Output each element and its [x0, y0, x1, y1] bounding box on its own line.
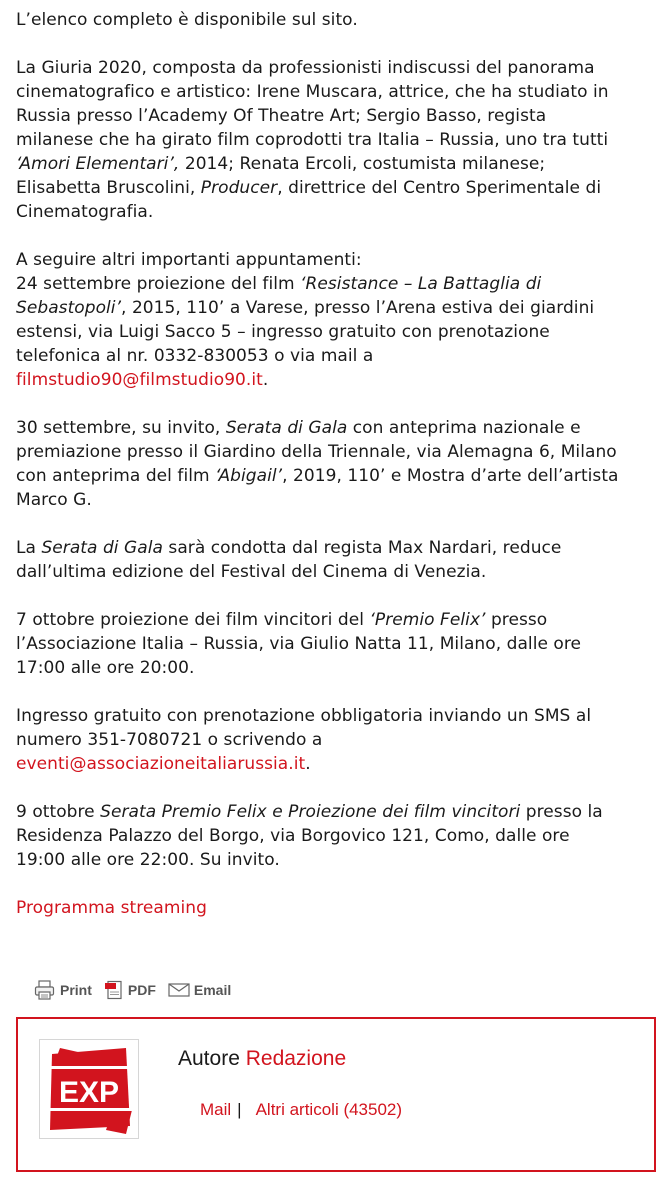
text: .	[262, 370, 269, 390]
separator: |	[237, 1100, 242, 1119]
text: 2014; Renata Ercoli, costumista milanese;	[179, 154, 546, 174]
author-mail-link[interactable]: Mail	[200, 1100, 232, 1119]
paragraph-line	[16, 536, 561, 560]
paragraph-line	[16, 368, 268, 392]
email-label: Email	[193, 982, 232, 998]
paragraph-line	[16, 896, 207, 920]
text: con anteprima del film	[16, 466, 216, 486]
film-title: ‘Amori Elementari’,	[16, 154, 180, 174]
paragraph-line: 17:00 alle ore 20:00.	[16, 658, 195, 678]
text: sarà condotta dal regista Max Nardari, reduce	[162, 538, 562, 558]
film-title: ‘Resistance – La Battaglia di	[300, 274, 542, 294]
author-articles-link[interactable]: Altri articoli (43502)	[255, 1100, 403, 1119]
paragraph-line: telefonica al nr. 0332-830053 o via mail a	[16, 346, 374, 366]
event-title: Serata di Gala	[225, 418, 348, 438]
text: presso la	[520, 802, 603, 822]
pdf-button[interactable]	[104, 980, 156, 1000]
paragraph-line: 19:00 alle ore 22:00. Su invito.	[16, 850, 280, 870]
paragraph-line	[16, 272, 541, 296]
event-title: Serata di Gala	[41, 538, 163, 558]
paragraph-line	[16, 464, 619, 488]
text: , 2015, 110’ a Varese, presso l’Arena estiva dei giardini	[121, 298, 595, 318]
prize-title: ‘Premio Felix’	[369, 610, 486, 630]
streaming-link[interactable]: Programma streaming	[16, 898, 207, 918]
author-links	[200, 1100, 402, 1120]
pdf-label: PDF	[127, 982, 156, 998]
text: con anteprima nazionale e	[347, 418, 581, 438]
email-button[interactable]	[168, 982, 231, 998]
text: , direttrice del Centro Sperimentale di	[277, 178, 602, 198]
paragraph-line: dall’ultima edizione del Festival del Cinema di Venezia.	[16, 562, 487, 582]
paragraph: L’elenco completo è disponibile sul sito.	[16, 10, 358, 30]
paragraph-line	[16, 416, 581, 440]
paragraph-line: Residenza Palazzo del Borgo, via Borgovico 121, Como, dalle ore	[16, 826, 570, 846]
author-box	[16, 1017, 656, 1172]
email-link[interactable]: eventi@associazioneitaliarussia.it	[16, 754, 306, 774]
film-title: ‘Abigail’	[215, 466, 283, 486]
author-name-link[interactable]: Redazione	[245, 1047, 347, 1070]
event-title: Serata Premio Felix e Proiezione dei film vincitori	[100, 802, 521, 822]
paragraph-line	[16, 176, 601, 200]
share-toolbar	[34, 978, 231, 1002]
paragraph-line: Marco G.	[16, 490, 92, 510]
text: 7 ottobre proiezione dei film vincitori del	[16, 610, 370, 630]
text: .	[305, 754, 311, 774]
text: , 2019, 110’ e Mostra d’arte dell’artista	[282, 466, 619, 486]
text: La	[16, 538, 42, 558]
text: Elisabetta Bruscolini,	[16, 178, 201, 198]
paragraph-line: Russia presso l’Academy Of Theatre Art; Sergio Basso, regista	[16, 106, 547, 126]
paragraph-line	[16, 800, 603, 824]
paragraph-line: l’Associazione Italia – Russia, via Giulio Natta 11, Milano, dalle ore	[16, 634, 582, 654]
printer-icon	[34, 980, 56, 1000]
paragraph-line	[16, 296, 594, 320]
paragraph-line: numero 351-7080721 o scrivendo a	[16, 730, 323, 750]
pdf-icon	[104, 980, 124, 1000]
role: Producer	[200, 178, 278, 198]
text: 30 settembre, su invito,	[16, 418, 226, 438]
paragraph-line	[16, 152, 545, 176]
svg-text:EXP: EXP	[58, 1076, 120, 1109]
text: 9 ottobre	[16, 802, 101, 822]
envelope-icon	[168, 982, 190, 998]
author-heading	[178, 1047, 346, 1071]
paragraph-line: premiazione presso il Giardino della Triennale, via Alemagna 6, Milano	[16, 442, 617, 462]
paragraph-line: A seguire altri importanti appuntamenti:	[16, 250, 362, 270]
author-prefix: Autore	[178, 1047, 246, 1070]
author-avatar	[39, 1039, 139, 1139]
paragraph-line: Ingresso gratuito con prenotazione obbligatoria inviando un SMS al	[16, 706, 592, 726]
paragraph-line: estensi, via Luigi Sacco 5 – ingresso gratuito con prenotazione	[16, 322, 550, 342]
text: 24 settembre proiezione del film	[16, 274, 301, 294]
exp-logo	[40, 1040, 138, 1138]
paragraph-line	[16, 608, 547, 632]
text: presso	[485, 610, 548, 630]
film-title: Sebastopoli’	[16, 298, 122, 318]
paragraph-line: La Giuria 2020, composta da professionisti indiscussi del panorama	[16, 58, 595, 78]
paragraph-line: milanese che ha girato film coprodotti tra Italia – Russia, uno tra tutti	[16, 130, 609, 150]
paragraph-line	[16, 752, 311, 776]
paragraph-line: Cinematografia.	[16, 202, 154, 222]
print-button[interactable]	[34, 980, 92, 1000]
print-label: Print	[60, 982, 92, 998]
paragraph-line: cinematografico e artistico: Irene Muscara, attrice, che ha studiato in	[16, 82, 609, 102]
email-link[interactable]: filmstudio90@filmstudio90.it	[16, 370, 263, 390]
